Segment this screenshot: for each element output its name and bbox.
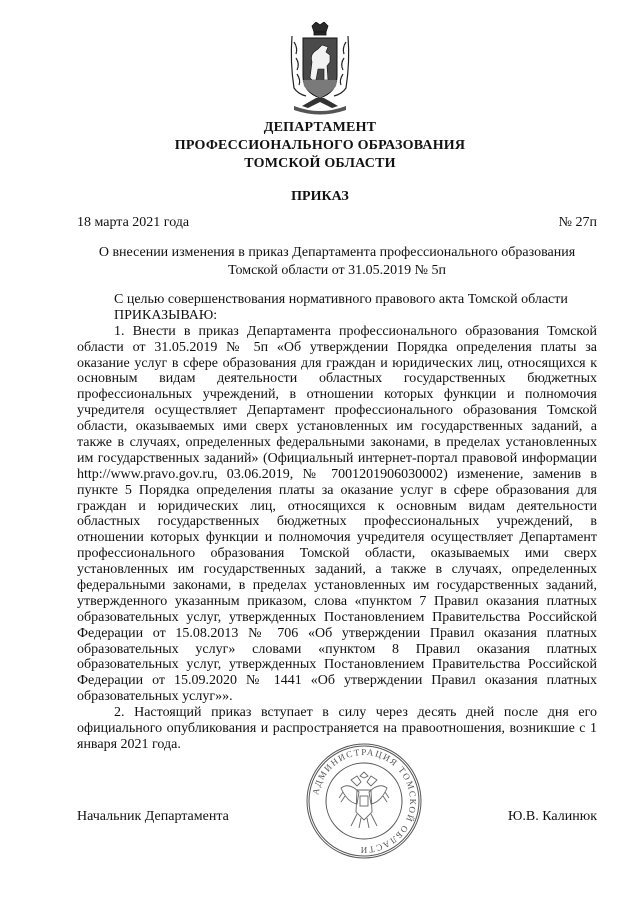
body-text-line: основным видам деятельности областных государственных бюджетных: [77, 371, 597, 387]
body-text-line: образовательных услуг»».: [77, 689, 233, 705]
body-text-line: января 2021 года.: [77, 736, 181, 752]
body-text-line: области от 31.05.2019 № 5п «Об утверждении Порядка определения платы за: [77, 339, 597, 355]
subject-line: Томской области от 31.05.2019 № 5п: [228, 263, 446, 278]
body-text-line: также в случаях, определенных федеральными законами, в пределах установленных: [77, 435, 597, 451]
body-text-line: федеральными законами, в пределах установленных им государственных заданий,: [77, 578, 597, 594]
official-seal: [305, 742, 423, 860]
body-text-line: образовательных услуг, утвержденных Постановлением Правительства Российской: [77, 609, 597, 625]
body-text-line: официального опубликования и распространяется на правоотношения, возникшие с 1: [77, 721, 597, 737]
body-text-line: утвержденного указанным приказом, слова «пунктом 7 Правил оказания платных: [77, 593, 597, 609]
body-text-line: пункте 5 Порядка определения платы за оказание услуг в сфере образования для: [77, 482, 597, 498]
body-text-line: профессиональных учреждений, в отношении которых функции и полномочия: [77, 387, 597, 403]
seal-ring-text: АДМИНИСТРАЦИЯ ТОМСКОЙ ОБЛАСТИ: [310, 746, 419, 856]
double-headed-eagle-icon: [339, 772, 389, 828]
body-text-line: ПРИКАЗЫВАЮ:: [114, 307, 218, 323]
body-text-line: Федерации от 15.09.2020 № 1441 «Об утверждении Правил оказания платных: [77, 673, 597, 689]
tomsk-coat-of-arms-icon: [288, 22, 352, 118]
body-text-line: http://www.pravo.gov.ru, 03.06.2019, № 7001201906030002) изменение, заменив в: [77, 466, 597, 482]
document-body: [77, 292, 597, 753]
org-name-line-2: ПРОФЕССИОНАЛЬНОГО ОБРАЗОВАНИЯ: [174, 138, 466, 153]
body-text-line: С целью совершенствования нормативного правового акта Томской области: [114, 292, 568, 307]
document-subject: [77, 244, 597, 280]
body-text-line: 2. Настоящий приказ вступает в силу через десять дней после дня его: [114, 705, 597, 721]
body-text-line: граждан и юридических лиц, относящихся к основным видам деятельности: [77, 498, 597, 514]
org-name-line-1: ДЕПАРТАМЕНТ: [263, 120, 377, 135]
org-name-line-3: ТОМСКОЙ ОБЛАСТИ: [244, 156, 396, 171]
body-text-line: оказание услуг в сфере образования для граждан и юридических лиц, относящихся к: [77, 355, 597, 371]
body-text-line: им государственных заданий» (Официальный интернет-портал правовой информации: [77, 450, 597, 466]
document-date: 18 марта 2021 года: [77, 215, 190, 230]
document-type-heading: ПРИКАЗ: [291, 189, 349, 204]
body-text-line: Федерации от 15.08.2013 № 706 «Об утверждении Правил оказания платных: [77, 625, 597, 641]
body-text-line: отношении которых функции и полномочия учредителя осуществляет Департамент: [77, 530, 597, 546]
body-text-line: образовательных услуг, утвержденных Постановлением Правительства Российской: [77, 657, 597, 673]
body-text-line: области, оказываемых ими сверх установленных им государственных заданий, а: [77, 419, 597, 435]
body-text-line: учредителя осуществляет Департамент профессионального образования Томской: [77, 403, 597, 419]
subject-line: О внесении изменения в приказ Департамента профессионального образования: [98, 245, 576, 260]
body-text-line: профессионального образования Томской области, оказываемых ими сверх: [77, 546, 597, 562]
body-text-line: установленных им государственных заданий, а также в случаях, определенных: [77, 562, 597, 578]
body-text-line: областных государственных бюджетных профессиональных учреждений, в: [77, 514, 597, 530]
signatory-name: Ю.В. Калинюк: [508, 809, 597, 824]
document-number: № 27п: [558, 215, 597, 230]
body-text-line: 1. Внести в приказ Департамента профессионального образования Томской: [114, 323, 597, 339]
body-text-line: образовательных услуг» словами «пунктом 8 Правил оказания платных: [77, 641, 597, 657]
signatory-title: Начальник Департамента: [77, 809, 229, 824]
